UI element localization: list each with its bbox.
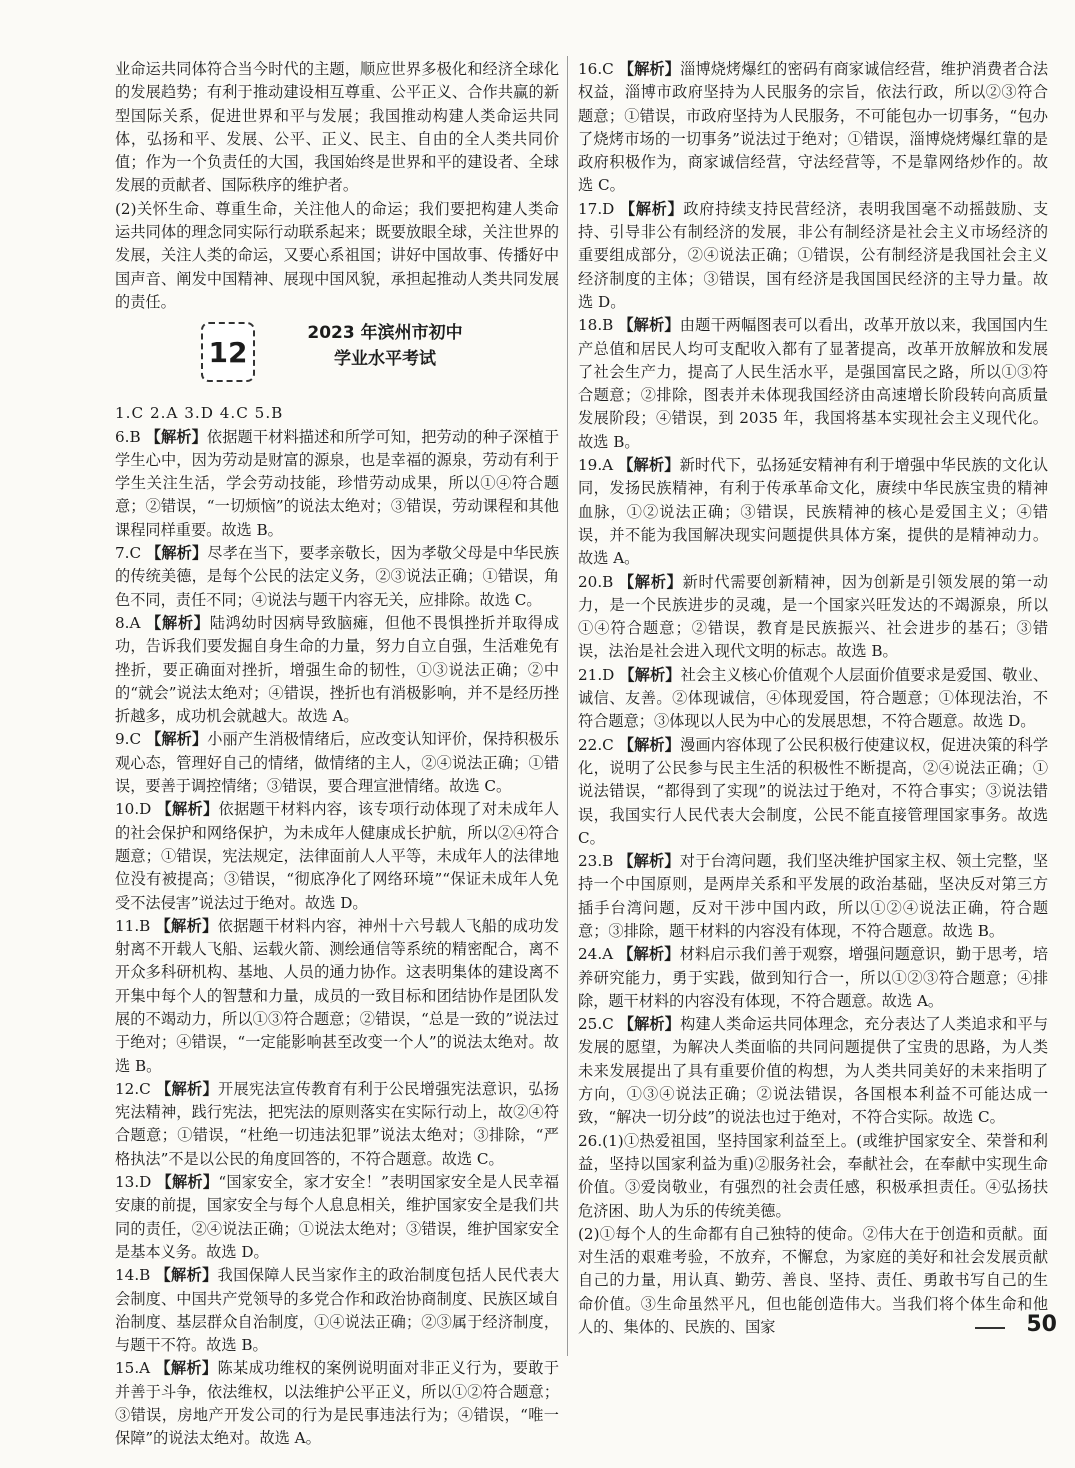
analysis-tag: 【解析】 (618, 852, 680, 871)
answer-text: 漫画内容体现了公民积极行使建议权，促进决策的科学化，说明了公民参与民主生活的积极性不断提高，②④说法正确；①说法错误，“都得到了实现”的说法过于绝对，不符合事实；③说法错误，我国实行人民代表大会制度，公民不能直接管理国家事务。故选 C。 (578, 735, 1049, 847)
answer-number: 6.B (115, 427, 141, 446)
answer-item (578, 1013, 1048, 1129)
answer-item: (2)①每个人的生命都有自己独特的使命。②伟大在于创造和贡献。面对生活的艰难考验，不放弃，不懈怠，为家庭的美好和社会发展贡献自己的力量，用认真、勤劳、善良、坚持、责任、勇敢书写自己的生命价值。③生命虽然平凡，但也能创造伟大。当我们将个体生命和他人的、集体的、民族的、国家 (578, 1224, 1048, 1337)
answer-text: 新时代下，弘扬延安精神有利于增强中华民族的文化认同，发扬民族精神，有利于传承革命文化，赓续中华民族宝贵的精神血脉，①②说法正确；③错误，民族精神的核心是爱国主义；④错误，并不能为我国解决现实问题提供具体方案，提供的是精神动力。故选 A。 (578, 456, 1049, 568)
analysis-tag: 【解析】 (619, 199, 684, 218)
analysis-tag: 【解析】 (618, 572, 683, 591)
analysis-tag: 【解析】 (619, 665, 681, 684)
answer-item (578, 454, 1048, 570)
answer-text: 构建人类命运共同体理念，充分表达了人类追求和平与发展的愿望，为解决人类面临的共同问题提供了宝贵的思路，为人类未来发展提出了具有重要价值的构想，为人类共同美好的未来指明了方向，①③④说法正确；②说法错误，各国根本利益不可能达成一致，“解决一切分歧”的说法也过于绝对，不符合实际。故选 C。 (578, 1015, 1049, 1127)
answer-text: 开展宪法宣传教育有利于公民增强宪法意识，弘扬宪法精神，践行宪法，把宪法的原则落实在实际行动上，故②④符合题意；①错误，“杜绝一切违法犯罪”说法太绝对；③排除，“严格执法”不是以公民的角度回答的，不符合题意。故选 C。 (115, 1079, 560, 1168)
answer-text: 由题干两幅图表可以看出，改革开放以来，我国国内生产总值和居民人均可支配收入都有了显著提高，改革开放解放和发展了社会生产力，提高了人民生活水平，是强国富民之路，所以①③符合题意；②排除，图表并未体现我国经济由高速增长阶段转向高质量发展阶段；④错误，到 2035 年，我国将基本实现社会主义现代化。故选 B。 (578, 316, 1049, 451)
answer-item (115, 426, 559, 542)
answer-text: “国家安全，家才安全！”表明国家安全是人民幸福安康的前提，国家安全与每个人息息相关，维护国家安全是我们共同的责任，②④说法正确；①说法太绝对；③错误，维护国家安全是基本义务。故选 D。 (115, 1173, 560, 1261)
answer-number: 18.B (578, 316, 614, 335)
answer-item (578, 850, 1048, 943)
answer-text: 社会主义核心价值观个人层面价值要求是爱国、敬业、诚信、友善。②体现诚信，④体现爱国，符合题意；①体现法治，不符合题意；③体现以人民为中心的发展思想，不符合题意。故选 D。 (578, 665, 1049, 731)
answer-item (115, 728, 559, 798)
answer-item (578, 664, 1048, 734)
right-column (578, 58, 1048, 1339)
analysis-tag: 【解析】 (156, 800, 219, 819)
answer-item (578, 58, 1048, 198)
answer-text: 陈某成功维权的案例说明面对非正义行为，要敢于并善于斗争，依法维权，以法维护公平正义，所以①②符合题意；③错误，房地产开发公司的行为是民事违法行为；④错误，“唯一保障”的说法太绝对。故选 A。 (115, 1359, 560, 1448)
quick-answers: 1.C 2.A 3.D 4.C 5.B (115, 404, 284, 423)
section-title (275, 320, 495, 372)
answer-number: 14.B (115, 1266, 151, 1285)
page-number-rule (975, 1327, 1005, 1329)
answer-text: 材料启示我们善于观察，增强问题意识，勤于思考，培养研究能力，勇于实践，做到知行合一，所以①②③符合题意；④排除，题干材料的内容没有体现，不符合题意。故选 A。 (578, 945, 1049, 1010)
answer-number: 21.D (578, 665, 615, 684)
answer-item: 26.(1)①热爱祖国，坚持国家利益至上。(或维护国家安全、荣誉和利益，坚持以国家利益为重)②服务社会，奉献社会，在奉献中实现生命价值。③爱岗敬业，有强烈的社会责任感，积极承担责任。④弘扬扶危济困、助人为乐的传统美德。 (578, 1131, 1048, 1220)
answer-item (578, 198, 1048, 314)
answer-number: 16.C (578, 60, 614, 78)
answer-text: 依据题干材料描述和所学可知，把劳动的种子深植于学生心中，因为劳动是财富的源泉，也是幸福的源泉，劳动有利于学生关注生活，学会劳动技能，珍惜劳动成果，所以①④符合题意；②错误，“一切烦恼”的说法太绝对；③错误，劳动课程和其他课程同样重要。故选 B。 (115, 427, 560, 539)
answer-text: 新时代需要创新精神，因为创新是引领发展的第一动力，是一个民族进步的灵魂，是一个国家兴旺发达的不竭源泉，所以①④符合题意；②错误，教育是民族振兴、社会进步的基石；③错误，法治是社会进入现代文明的标志。故选 B。 (578, 572, 1049, 661)
section-header (115, 320, 559, 396)
analysis-tag: 【解析】 (618, 1015, 681, 1034)
answer-number: 7.C (115, 544, 142, 563)
answer-number: 25.C (578, 1015, 614, 1034)
answer-number: 23.B (578, 852, 614, 871)
column-divider (567, 56, 568, 1356)
answer-number: 22.C (578, 735, 614, 754)
answer-number: 8.A (115, 613, 141, 632)
answer-text: 尽孝在当下，要孝亲敬长，因为孝敬父母是中华民族的传统美德，是每个公民的法定义务，②③说法正确；①错误，角色不同，责任不同；④说法与题干内容无关，应排除。故选 C。 (115, 544, 560, 609)
analysis-tag: 【解析】 (618, 735, 681, 754)
answer-item (115, 1357, 559, 1450)
page-number: 50 (1026, 1312, 1057, 1337)
answer-text: 政府持续支持民营经济，表明我国毫不动摇鼓励、支持、引导非公有制经济的发展，非公有制经济是社会主义市场经济的重要组成部分，②④说法正确；①错误，公有制经济是我国社会主义经济制度的主体；③错误，国有经济是我国国民经济的主导力量。故选 D。 (578, 199, 1049, 311)
answer-item (115, 1078, 559, 1171)
left-column (115, 58, 559, 1451)
answer-number: 19.A (578, 456, 614, 475)
answer-item (115, 542, 559, 612)
analysis-tag: 【解析】 (146, 544, 208, 563)
analysis-tag: 【解析】 (155, 1079, 218, 1098)
answer-number: 20.B (578, 572, 614, 591)
answer-item (578, 734, 1048, 850)
analysis-tag: 【解析】 (155, 1266, 218, 1285)
section-number-badge: 12 (201, 322, 255, 382)
answer-item (115, 915, 559, 1078)
analysis-tag: 【解析】 (618, 316, 680, 335)
analysis-tag: 【解析】 (156, 1173, 219, 1192)
section-title-line2: 学业水平考试 (334, 349, 436, 370)
answer-item (115, 1264, 559, 1357)
analysis-tag: 【解析】 (155, 916, 218, 935)
paragraph: 业命运共同体符合当今时代的主题，顺应世界多极化和经济全球化的发展趋势；有利于推动建设相互尊重、公平正义、合作共赢的新型国际关系，促进世界和平与发展；我国推动构建人类命运共同体，弘扬和平、发展、公平、正义、民主、自由的全人类共同价值；作为一个负责任的大国，我国始终是世界和平的建设者、全球发展的贡献者、国际秩序的维护者。 (115, 60, 559, 195)
analysis-tag: 【解析】 (146, 613, 210, 632)
answer-number: 12.C (115, 1079, 151, 1098)
analysis-tag: 【解析】 (618, 945, 680, 964)
answer-number: 9.C (115, 730, 142, 749)
analysis-tag: 【解析】 (145, 427, 207, 446)
paragraph: (2)关怀生命、尊重生命，关注他人的命运；我们要把构建人类命运共同体的理念同实际行动联系起来；既要放眼全球，关注世界的发展，关注人类的命运，又要心系祖国；讲好中国故事、传播好中国声音、阐发中国精神、展现中国风貌，承担起推动人类共同发展的责任。 (115, 199, 559, 311)
answer-text: 依据题干材料内容，该专项行动体现了对未成年人的社会保护和网络保护，为未成年人健康成长护航，所以②④符合题意；①错误，宪法规定，法律面前人人平等，未成年人的法律地位没有被提高；③错误，“彻底净化了网络环境”“保证未成年人免受不法侵害”说法过于绝对。故选 D。 (115, 800, 560, 912)
answer-text: 小丽产生消极情绪后，应改变认知评价，保持积极乐观心态，管理好自己的情绪，做情绪的主人，②④说法正确；①错误，要善于调控情绪；③错误，要合理宣泄情绪。故选 C。 (115, 730, 560, 796)
answer-number: 15.A (115, 1359, 151, 1378)
answer-text: 我国保障人民当家作主的政治制度包括人民代表大会制度、中国共产党领导的多党合作和政治协商制度、民族区域自治制度、基层群众自治制度，①④说法正确；②③属于经济制度，与题干不符。故选 B。 (115, 1266, 560, 1355)
answer-number: 13.D (115, 1173, 152, 1192)
answer-item (578, 314, 1048, 454)
answer-number: 11.B (115, 916, 151, 935)
answer-item (115, 1171, 559, 1264)
answer-text: 依据题干材料内容，神州十六号载人飞船的成功发射离不开载人飞船、运载火箭、测绘通信等系统的精密配合，离不开众多科研机构、基地、人员的通力协作。这表明集体的建设离不开集中每个人的智慧和力量，成员的一致目标和团结协作是团队发展的不竭动力，所以①③符合题意；②错误，“总是一致的”说法过于绝对；④错误，“一定能影响甚至改变一个人”的说法太绝对。故选 B。 (115, 916, 560, 1075)
answer-text: 淄博烧烤爆红的密码有商家诚信经营，维护消费者合法权益，淄博市政府坚持为人民服务的宗旨，依法行政，所以②③符合题意；①错误，市政府坚持为人民服务，不可能包办一切事务，“包办了烧烤市场的一切事务”说法过于绝对；①错误，淄博烧烤爆红靠的是政府积极作为，商家诚信经营，守法经营等，不是靠网络炒作的。故选 C。 (578, 60, 1049, 195)
answer-text: 陆鸿幼时因病导致脑瘫，但他不畏惧挫折并取得成功，告诉我们要发掘自身生命的力量，努力自立自强，生活难免有挫折，要正确面对挫折，增强生命的韧性，①③说法正确；②中的“就会”说法太绝对；④错误，挫折也有消极影响，并不是经历挫折越多，成功机会就越大。故选 A。 (115, 613, 560, 726)
answer-text: 对于台湾问题，我们坚决维护国家主权、领土完整，坚持一个中国原则，是两岸关系和平发展的政治基础，坚决反对第三方插手台湾问题，反对干涉中国内政，所以①②④说法正确，符合题意；③排除，题干材料的内容没有体现，不符合题意。故选 B。 (578, 852, 1049, 940)
answer-number: 24.A (578, 945, 614, 964)
answer-number: 10.D (115, 800, 152, 819)
analysis-tag: 【解析】 (618, 456, 680, 475)
answer-item (578, 943, 1048, 1013)
answer-number: 17.D (578, 199, 615, 218)
analysis-tag: 【解析】 (146, 730, 208, 749)
answer-item (578, 571, 1048, 664)
answer-item (115, 612, 559, 728)
answer-item (115, 798, 559, 914)
analysis-tag: 【解析】 (618, 60, 681, 78)
analysis-tag: 【解析】 (155, 1359, 218, 1378)
section-title-line1: 2023 年滨州市初中 (307, 323, 463, 344)
